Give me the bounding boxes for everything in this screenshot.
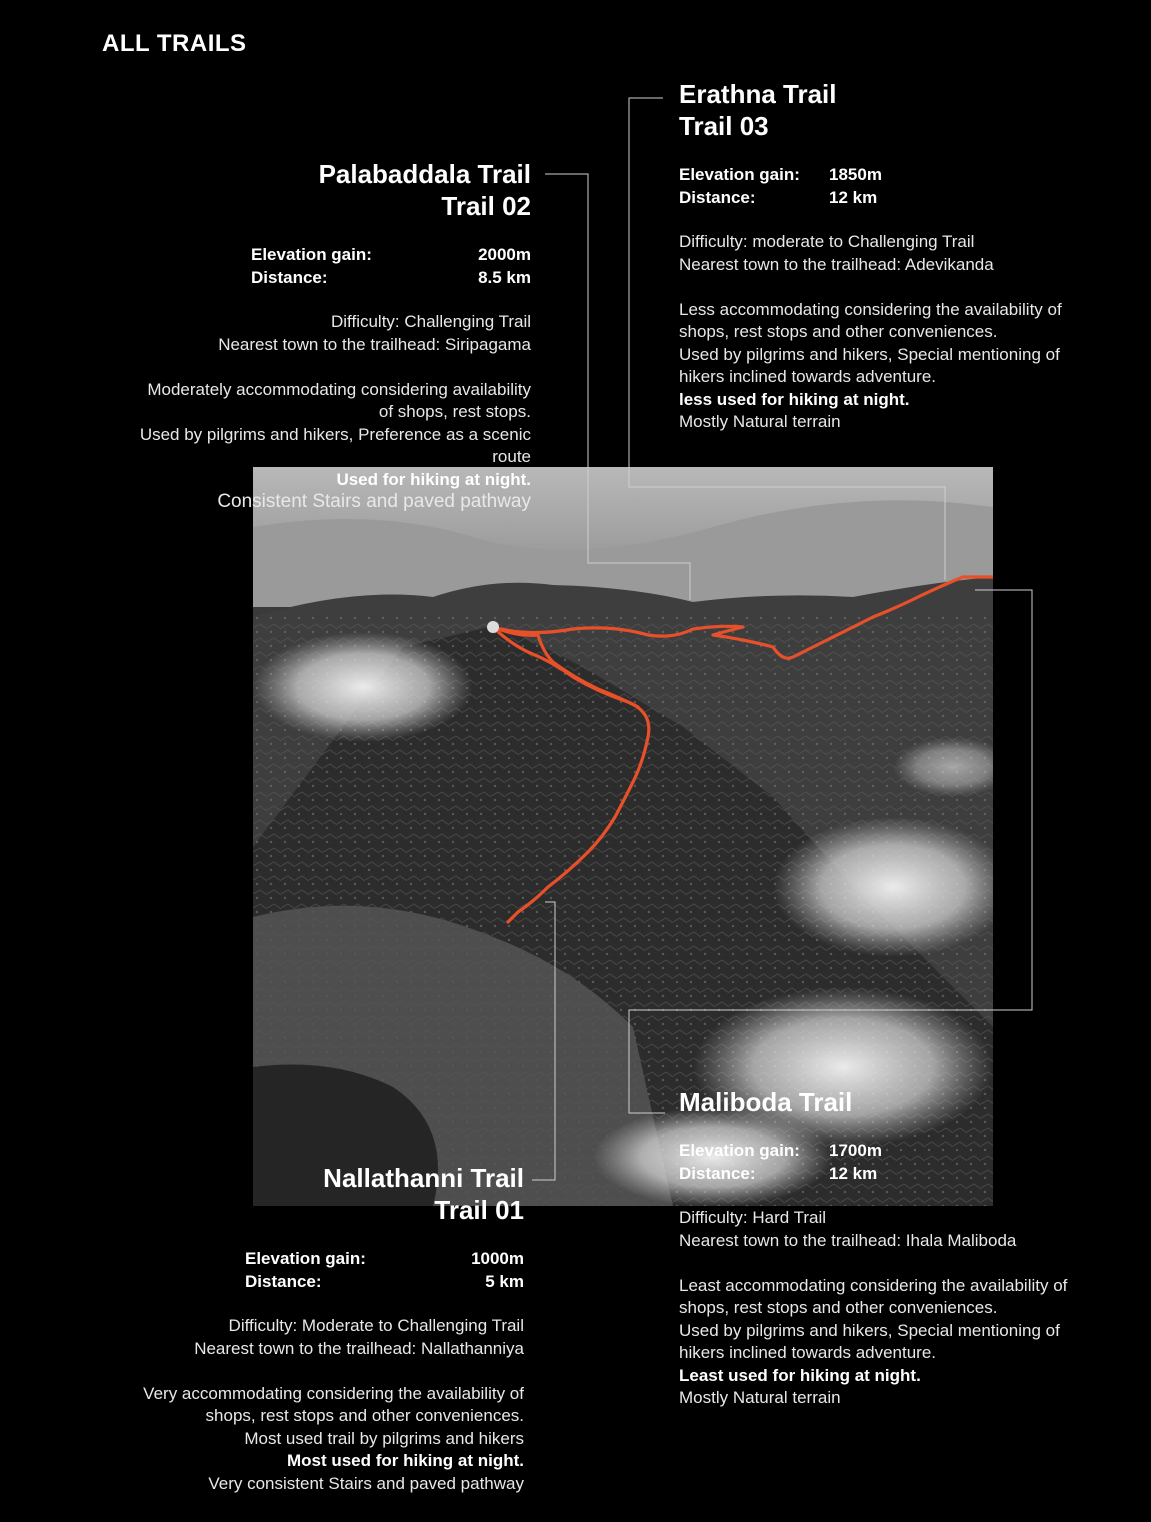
trail-name: Palabaddala Trail <box>318 159 531 189</box>
description-line: shops, rest stops and other conveniences. <box>205 1406 524 1425</box>
trail-name: Erathna Trail <box>679 79 837 109</box>
description-line: shops, rest stops and other conveniences. <box>679 1298 998 1317</box>
trail-stats <box>679 164 1119 209</box>
difficulty: Difficulty: moderate to Challenging Trail <box>679 232 975 251</box>
trail-number: Trail 01 <box>434 1195 524 1225</box>
trail-name: Maliboda Trail <box>679 1087 853 1117</box>
distance-value: 12 km <box>829 1163 878 1183</box>
trail-stats <box>679 1140 1119 1185</box>
trail-name: Nallathanni Trail <box>323 1163 524 1193</box>
trail-stats <box>245 1248 524 1293</box>
distance-label: Distance: <box>679 1163 756 1183</box>
night-usage: less used for hiking at night. <box>679 389 910 409</box>
nearest-town: Nearest town to the trailhead: Nallathanniya <box>194 1338 524 1358</box>
elevation-value: 2000m <box>478 245 531 264</box>
description-line: Used by pilgrims and hikers, Preference as a scenic <box>139 424 531 444</box>
trail-stats <box>251 244 531 289</box>
distance-label: Distance: <box>245 1271 322 1291</box>
description-line: shops, rest stops and other conveniences. <box>679 322 998 341</box>
distance-value: 8.5 km <box>478 267 531 287</box>
description-line: of shops, rest stops. <box>378 402 531 421</box>
terrain: Mostly Natural terrain <box>679 1388 841 1407</box>
description-line: Moderately accommodating considering availability <box>147 379 531 399</box>
description-line: Least accommodating considering the availability of <box>679 1275 1068 1295</box>
trail-number: Trail 03 <box>679 111 769 141</box>
difficulty: Difficulty: Challenging Trail <box>331 312 531 331</box>
description-line: hikers inclined towards adventure. <box>679 1343 937 1362</box>
difficulty: Difficulty: Moderate to Challenging Trail <box>228 1316 524 1335</box>
description-line: Used by pilgrims and hikers, Special mentioning of <box>679 344 1060 364</box>
trail-description <box>94 1315 524 1495</box>
terrain: Consistent Stairs and paved pathway <box>217 491 531 512</box>
night-usage: Least used for hiking at night. <box>679 1365 921 1385</box>
terrain: Mostly Natural terrain <box>679 412 841 431</box>
description-line: Very accommodating considering the availability of <box>143 1383 524 1403</box>
description-line: route <box>492 447 531 466</box>
elevation-value: 1000m <box>471 1249 524 1268</box>
distance-label: Distance: <box>251 267 328 287</box>
summit-marker <box>487 621 499 633</box>
elevation-label: Elevation gain: <box>679 165 800 184</box>
trail-card-maliboda <box>679 1086 1119 1410</box>
terrain: Very consistent Stairs and paved pathway <box>208 1473 524 1493</box>
elevation-label: Elevation gain: <box>245 1249 366 1268</box>
nearest-town: Nearest town to the trailhead: Siripagama <box>218 334 531 354</box>
elevation-label: Elevation gain: <box>679 1141 800 1160</box>
distance-value: 5 km <box>485 1271 524 1291</box>
description-line: Used by pilgrims and hikers, Special mentioning of <box>679 1320 1060 1340</box>
cloud <box>253 632 473 742</box>
trail-card-palabaddala <box>100 158 531 514</box>
elevation-label: Elevation gain: <box>251 245 372 264</box>
trail-number: Trail 02 <box>441 191 531 221</box>
distance-value: 12 km <box>829 187 878 207</box>
trail-card-nallathanni <box>94 1162 524 1495</box>
description-line: hikers inclined towards adventure. <box>679 367 937 386</box>
night-usage: Used for hiking at night. <box>336 469 531 489</box>
night-usage: Most used for hiking at night. <box>286 1451 524 1470</box>
trail-description <box>100 311 531 514</box>
trail-description <box>679 1207 1119 1410</box>
nearest-town: Nearest town to the trailhead: Ihala Maliboda <box>679 1230 1017 1250</box>
nearest-town: Nearest town to the trailhead: Adevikanda <box>679 254 994 274</box>
trail-description <box>679 231 1119 434</box>
distance-label: Distance: <box>679 187 756 207</box>
description-line: Most used trail by pilgrims and hikers <box>244 1428 524 1448</box>
difficulty: Difficulty: Hard Trail <box>679 1208 827 1227</box>
elevation-value: 1850m <box>829 165 882 184</box>
page-title: ALL TRAILS <box>102 30 247 57</box>
description-line: Less accommodating considering the availability of <box>679 299 1062 319</box>
elevation-value: 1700m <box>829 1141 882 1160</box>
trail-card-erathna <box>679 78 1119 434</box>
